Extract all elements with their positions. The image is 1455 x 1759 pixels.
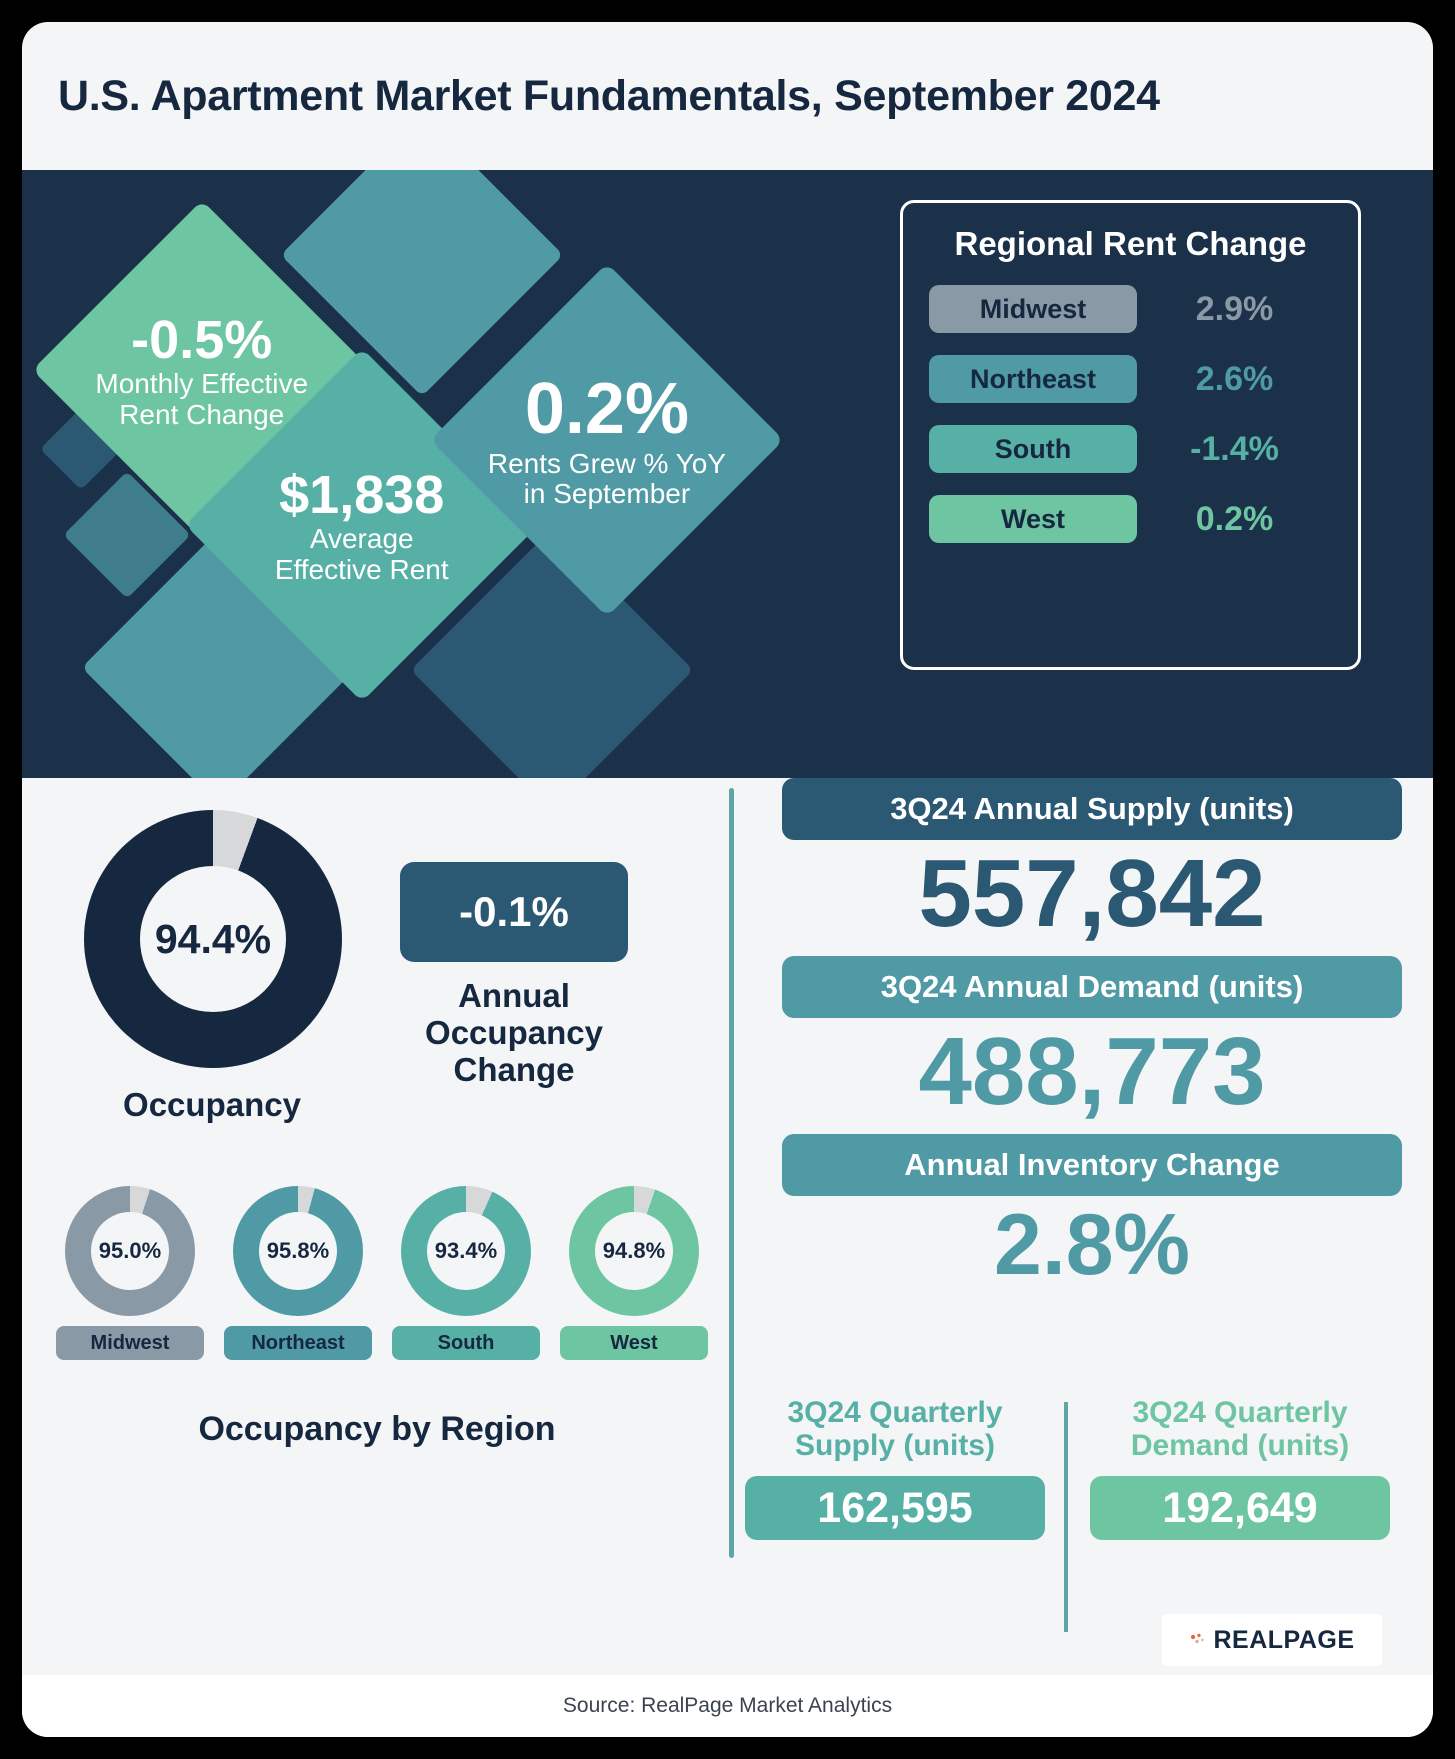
inventory-change-label: Annual Inventory Change: [782, 1134, 1402, 1196]
quarterly-demand-col: [1090, 1396, 1390, 1540]
regional-rent-row-south: [903, 425, 1358, 473]
realpage-logo: [1162, 1614, 1382, 1666]
regional-rent-row-west: [903, 495, 1358, 543]
region-pill-northeast: Northeast: [929, 355, 1137, 403]
yoy-rent-value: 0.2%: [524, 368, 690, 449]
region-pill-midwest: Midwest: [929, 285, 1137, 333]
region-donut-value-northeast: 95.8%: [259, 1212, 337, 1290]
annual-occupancy-change-label: [390, 978, 638, 1089]
occupancy-donut-value: 94.4%: [140, 866, 286, 1012]
annual-demand-label: 3Q24 Annual Demand (units): [782, 956, 1402, 1018]
region-pill-west: West: [929, 495, 1137, 543]
quarterly-supply-value: 162,595: [745, 1476, 1045, 1540]
monthly-rent-change-label-2: Rent Change: [119, 398, 285, 430]
monthly-rent-change-label-1: Monthly Effective: [95, 367, 309, 399]
region-value-midwest: 2.9%: [1195, 289, 1274, 328]
quarterly-demand-label: [1090, 1396, 1390, 1462]
region-donut-south: [390, 1186, 542, 1360]
yoy-rent-label-2: in September: [523, 477, 691, 509]
regional-rent-row-northeast: [903, 355, 1358, 403]
region-value-south: -1.4%: [1190, 429, 1279, 468]
region-donut-label-northeast: Northeast: [224, 1326, 372, 1360]
occupancy-label: Occupancy: [123, 1086, 301, 1123]
regional-rent-change-title: Regional Rent Change: [954, 225, 1307, 262]
quarterly-supply-label-1: 3Q24 Quarterly: [787, 1396, 1003, 1429]
region-donut-ring-northeast: [233, 1186, 363, 1316]
region-donut-value-midwest: 95.0%: [91, 1212, 169, 1290]
page-title: U.S. Apartment Market Fundamentals, September 2024: [58, 71, 1160, 120]
quarterly-supply-label: [745, 1396, 1045, 1462]
annual-supply-value: 557,842: [918, 840, 1266, 947]
quarterly-divider: [1064, 1402, 1068, 1632]
region-value-west: 0.2%: [1195, 499, 1274, 538]
quarterly-demand-value: 192,649: [1090, 1476, 1390, 1540]
hero-panel: [22, 170, 1433, 778]
quarterly-demand-label-2: Demand (units): [1130, 1429, 1350, 1462]
region-value-northeast: 2.6%: [1195, 359, 1274, 398]
quarterly-section: [740, 1396, 1405, 1646]
realpage-mark-icon: [1189, 1632, 1206, 1649]
region-donut-label-west: West: [560, 1326, 708, 1360]
quarterly-demand-label-1: 3Q24 Quarterly: [1132, 1396, 1348, 1429]
region-donut-northeast: [222, 1186, 374, 1360]
region-donut-west: [558, 1186, 710, 1360]
annual-occupancy-change-pill: -0.1%: [400, 862, 628, 962]
region-donut-label-south: South: [392, 1326, 540, 1360]
regional-rent-change-box: [900, 200, 1361, 670]
average-rent-value: $1,838: [279, 464, 445, 525]
annual-supply-label: 3Q24 Annual Supply (units): [782, 778, 1402, 840]
quarterly-supply-col: [745, 1396, 1045, 1540]
region-donut-value-south: 93.4%: [427, 1212, 505, 1290]
yoy-rent-label-1: Rents Grew % YoY: [487, 447, 727, 479]
occupancy-by-region-title: Occupancy by Region: [198, 1410, 556, 1448]
annual-occupancy-change-label-1: Annual: [458, 977, 570, 1014]
occupancy-by-region-row: [44, 1186, 714, 1416]
regional-rent-row-midwest: [903, 285, 1358, 333]
supply-demand-panel: [782, 778, 1402, 1293]
inventory-change-value: 2.8%: [993, 1197, 1191, 1293]
occupancy-donut: [84, 810, 342, 1068]
region-donut-ring-west: [569, 1186, 699, 1316]
realpage-logo-text: REALPAGE: [1213, 1625, 1355, 1654]
region-pill-south: South: [929, 425, 1137, 473]
footer-bar: [22, 1675, 1433, 1737]
annual-occupancy-change-label-3: Change: [453, 1050, 575, 1088]
average-rent-label-2: Effective Rent: [275, 553, 449, 585]
source-text: Source: RealPage Market Analytics: [562, 1694, 893, 1717]
lower-section: [22, 778, 1433, 1671]
monthly-rent-change-value: -0.5%: [131, 309, 273, 370]
vertical-divider: [729, 788, 734, 1558]
title-bar: [22, 22, 1433, 170]
region-donut-ring-midwest: [65, 1186, 195, 1316]
infographic-card: [22, 22, 1433, 1737]
annual-demand-value: 488,773: [918, 1018, 1266, 1125]
region-donut-label-midwest: Midwest: [56, 1326, 204, 1360]
quarterly-supply-label-2: Supply (units): [795, 1429, 995, 1462]
region-donut-midwest: [54, 1186, 206, 1360]
average-rent-label-1: Average: [310, 522, 414, 554]
annual-occupancy-change-label-2: Occupancy: [425, 1013, 603, 1051]
region-donut-ring-south: [401, 1186, 531, 1316]
region-donut-value-west: 94.8%: [595, 1212, 673, 1290]
